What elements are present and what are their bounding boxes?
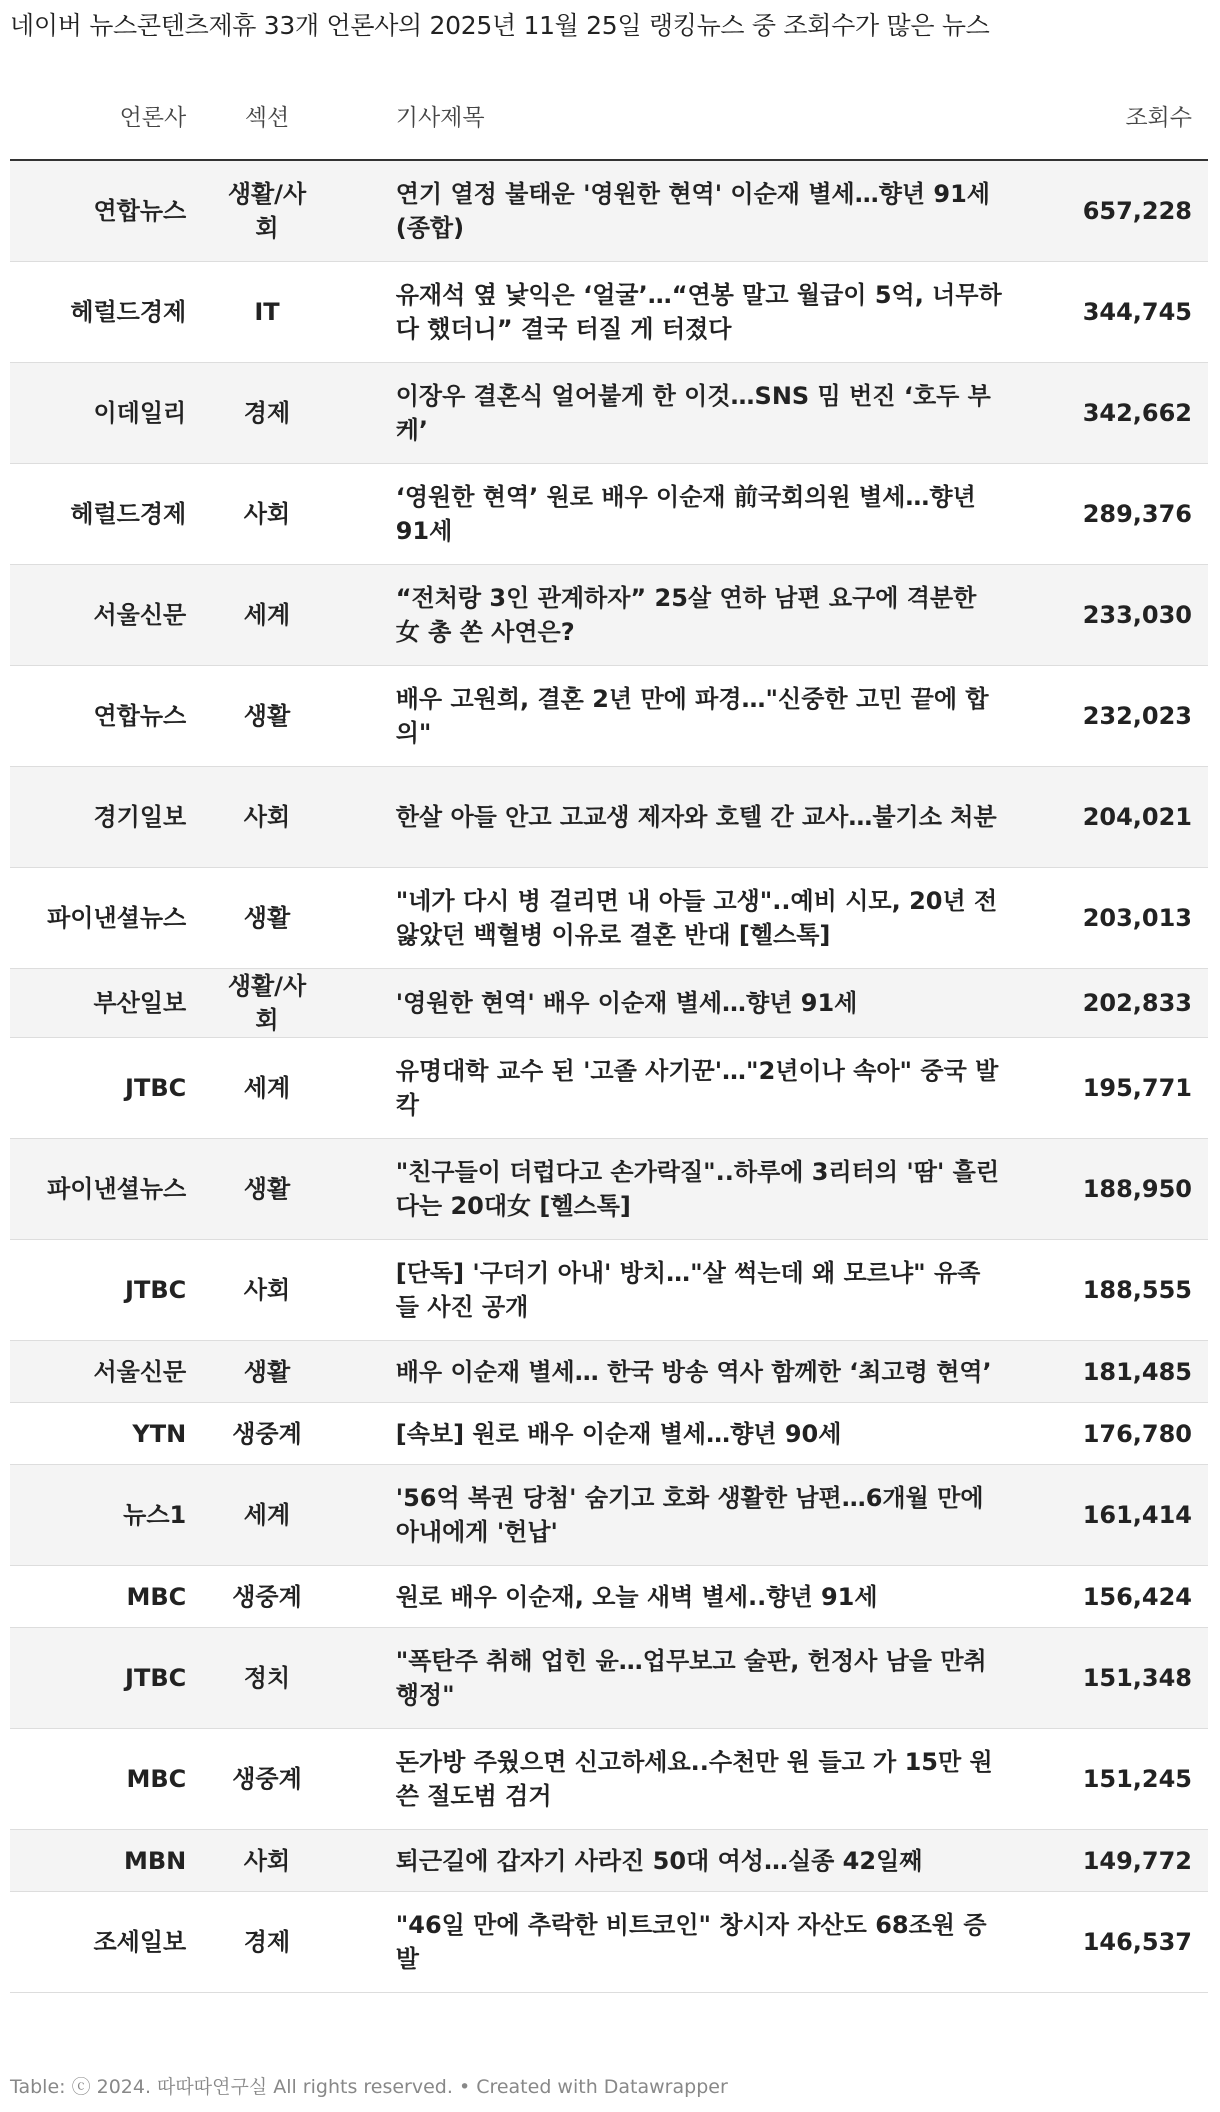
cell-section: 생활/사회 (202, 160, 332, 262)
table-row (10, 464, 1208, 565)
table-row (10, 868, 1208, 969)
cell-views: 161,414 (1028, 1465, 1208, 1566)
cell-press: 연합뉴스 (10, 160, 202, 262)
cell-press: YTN (10, 1403, 202, 1465)
cell-headline: “전처랑 3인 관계하자” 25살 연하 남편 요구에 격분한 女 총 쏜 사연은? (332, 565, 1028, 666)
cell-press: MBC (10, 1566, 202, 1628)
header-headline[interactable]: 기사제목 (332, 95, 1028, 160)
cell-views: 151,348 (1028, 1628, 1208, 1729)
table-row (10, 1403, 1208, 1465)
cell-headline: 원로 배우 이순재, 오늘 새벽 별세..향년 91세 (332, 1566, 1028, 1628)
cell-press: 조세일보 (10, 1892, 202, 1993)
cell-section: 사회 (202, 464, 332, 565)
table-row (10, 363, 1208, 464)
table-row (10, 1830, 1208, 1892)
cell-views: 233,030 (1028, 565, 1208, 666)
cell-section: 세계 (202, 565, 332, 666)
cell-views: 156,424 (1028, 1566, 1208, 1628)
table-row (10, 1566, 1208, 1628)
cell-headline: [속보] 원로 배우 이순재 별세…향년 90세 (332, 1403, 1028, 1465)
cell-press: 헤럴드경제 (10, 464, 202, 565)
cell-views: 342,662 (1028, 363, 1208, 464)
cell-section: 세계 (202, 1038, 332, 1139)
table-body (10, 160, 1208, 1993)
ranking-table (10, 95, 1208, 1993)
cell-views: 188,950 (1028, 1139, 1208, 1240)
table-row (10, 1628, 1208, 1729)
cell-press: 파이낸셜뉴스 (10, 1139, 202, 1240)
cell-press: 부산일보 (10, 969, 202, 1038)
cell-views: 203,013 (1028, 868, 1208, 969)
cell-section: 생활 (202, 868, 332, 969)
cell-views: 202,833 (1028, 969, 1208, 1038)
cell-views: 176,780 (1028, 1403, 1208, 1465)
cell-section: 경제 (202, 1892, 332, 1993)
cell-section: 생중계 (202, 1403, 332, 1465)
cell-section: 생활/사회 (202, 969, 332, 1038)
cell-press: JTBC (10, 1038, 202, 1139)
cell-press: 헤럴드경제 (10, 262, 202, 363)
cell-headline: 돈가방 주웠으면 신고하세요..수천만 원 들고 가 15만 원 쓴 절도범 검거 (332, 1729, 1028, 1830)
cell-headline: 한살 아들 안고 고교생 제자와 호텔 간 교사…불기소 처분 (332, 767, 1028, 868)
cell-views: 232,023 (1028, 666, 1208, 767)
cell-headline: 배우 고원희, 결혼 2년 만에 파경…"신중한 고민 끝에 합의" (332, 666, 1028, 767)
cell-headline: 배우 이순재 별세… 한국 방송 역사 함께한 ‘최고령 현역’ (332, 1341, 1028, 1403)
cell-headline: ‘영원한 현역’ 원로 배우 이순재 前국회의원 별세…향년 91세 (332, 464, 1028, 565)
cell-press: 서울신문 (10, 1341, 202, 1403)
cell-headline: "친구들이 더럽다고 손가락질"..하루에 3리터의 '땀' 흘린다는 20대女 [헬스톡] (332, 1139, 1028, 1240)
cell-headline: 이장우 결혼식 얼어붙게 한 이것…SNS 밈 번진 ‘호두 부케’ (332, 363, 1028, 464)
cell-section: 경제 (202, 363, 332, 464)
cell-section: 생활 (202, 1341, 332, 1403)
table-row (10, 1038, 1208, 1139)
cell-headline: "46일 만에 추락한 비트코인" 창시자 자산도 68조원 증발 (332, 1892, 1028, 1993)
cell-section: 사회 (202, 1240, 332, 1341)
table-row (10, 1341, 1208, 1403)
cell-views: 151,245 (1028, 1729, 1208, 1830)
cell-press: 뉴스1 (10, 1465, 202, 1566)
cell-views: 204,021 (1028, 767, 1208, 868)
header-views[interactable]: 조회수 (1028, 95, 1208, 160)
cell-section: IT (202, 262, 332, 363)
cell-headline: 연기 열정 불태운 '영원한 현역' 이순재 별세…향년 91세(종합) (332, 160, 1028, 262)
cell-section: 생중계 (202, 1729, 332, 1830)
cell-views: 188,555 (1028, 1240, 1208, 1341)
table-row (10, 1465, 1208, 1566)
cell-section: 정치 (202, 1628, 332, 1729)
table-header-row (10, 95, 1208, 160)
cell-views: 344,745 (1028, 262, 1208, 363)
cell-headline: 유명대학 교수 된 '고졸 사기꾼'…"2년이나 속아" 중국 발칵 (332, 1038, 1028, 1139)
cell-headline: '56억 복권 당첨' 숨기고 호화 생활한 남편…6개월 만에 아내에게 '헌납' (332, 1465, 1028, 1566)
cell-headline: '영원한 현역' 배우 이순재 별세…향년 91세 (332, 969, 1028, 1038)
cell-press: MBN (10, 1830, 202, 1892)
cell-views: 657,228 (1028, 160, 1208, 262)
cell-press: 서울신문 (10, 565, 202, 666)
table-row (10, 767, 1208, 868)
cell-section: 생활 (202, 1139, 332, 1240)
cell-views: 289,376 (1028, 464, 1208, 565)
table-row (10, 1892, 1208, 1993)
header-section[interactable]: 섹션 (202, 95, 332, 160)
cell-section: 생중계 (202, 1566, 332, 1628)
cell-views: 149,772 (1028, 1830, 1208, 1892)
table-row (10, 1240, 1208, 1341)
cell-press: 경기일보 (10, 767, 202, 868)
table-row (10, 160, 1208, 262)
table-title: 네이버 뉴스콘텐츠제휴 33개 언론사의 2025년 11월 25일 랭킹뉴스 중 조회수가 많은 뉴스 (10, 11, 990, 40)
cell-press: JTBC (10, 1240, 202, 1341)
footer-credit: Table: ⓒ 2024. 따따따연구실 All rights reserved. • Created with Datawrapper (10, 2076, 728, 2098)
cell-press: 연합뉴스 (10, 666, 202, 767)
table-row (10, 565, 1208, 666)
table-row (10, 262, 1208, 363)
header-press[interactable]: 언론사 (10, 95, 202, 160)
cell-headline: 유재석 옆 낯익은 ‘얼굴’…“연봉 말고 월급이 5억, 너무하다 했더니” 결국 터질 게 터졌다 (332, 262, 1028, 363)
table-row (10, 666, 1208, 767)
cell-section: 세계 (202, 1465, 332, 1566)
cell-views: 181,485 (1028, 1341, 1208, 1403)
cell-headline: 퇴근길에 갑자기 사라진 50대 여성…실종 42일째 (332, 1830, 1028, 1892)
cell-press: JTBC (10, 1628, 202, 1729)
cell-press: 파이낸셜뉴스 (10, 868, 202, 969)
table-row (10, 1729, 1208, 1830)
cell-headline: "폭탄주 취해 업힌 윤…업무보고 술판, 헌정사 남을 만취 행정" (332, 1628, 1028, 1729)
cell-headline: [단독] '구더기 아내' 방치…"살 썩는데 왜 모르냐" 유족들 사진 공개 (332, 1240, 1028, 1341)
table-row (10, 1139, 1208, 1240)
cell-views: 146,537 (1028, 1892, 1208, 1993)
cell-section: 생활 (202, 666, 332, 767)
cell-headline: "네가 다시 병 걸리면 내 아들 고생"..예비 시모, 20년 전 앓았던 백혈병 이유로 결혼 반대 [헬스톡] (332, 868, 1028, 969)
table-row (10, 969, 1208, 1038)
cell-section: 사회 (202, 767, 332, 868)
cell-press: 이데일리 (10, 363, 202, 464)
cell-views: 195,771 (1028, 1038, 1208, 1139)
cell-section: 사회 (202, 1830, 332, 1892)
cell-press: MBC (10, 1729, 202, 1830)
